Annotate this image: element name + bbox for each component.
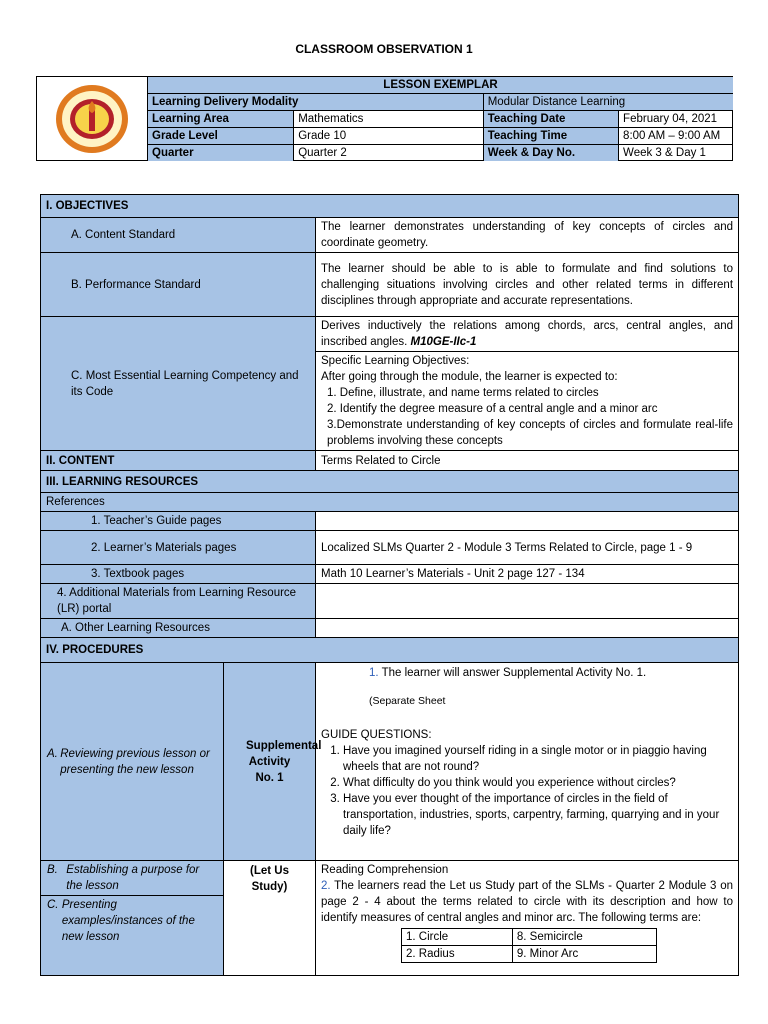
procedure-c-letter: C. [47, 899, 59, 911]
procedure-c-label: Presenting examples/instances of the new lesson [61, 899, 195, 943]
procedures-heading: IV. PROCEDURES [41, 638, 739, 663]
guide-questions-heading: GUIDE QUESTIONS: [321, 729, 432, 741]
term-cell: 8. Semicircle [512, 929, 656, 946]
lesson-header-table [147, 77, 733, 161]
guide-question-item: 2. What difficulty do you think would you experience without circles? [343, 775, 733, 791]
textbook-pages-label: 3. Textbook pages [41, 565, 316, 584]
melc-text: Derives inductively the relations among chords, arcs, central angles, and inscribed angles. [321, 320, 734, 348]
guide-question-item: 3. Have you ever thought of the importance of circles in the field of transportation, industries, sports, carpentry, farming, quarrying and in your daily life? [343, 791, 733, 839]
separate-sheet-note: (Separate Sheet [369, 695, 446, 707]
learning-resources-heading: III. LEARNING RESOURCES [41, 471, 739, 493]
specific-objectives-cell [316, 352, 739, 451]
content-heading: II. CONTENT [41, 451, 316, 471]
content-value: Terms Related to Circle [316, 451, 739, 471]
learning-area-label: Learning Area [148, 111, 294, 128]
teaching-date-value: February 04, 2021 [619, 111, 733, 128]
let-us-study-label: (Let Us Study) [224, 861, 316, 976]
references-label: References [41, 493, 739, 512]
performance-standard-text: The learner should be able to is able to formulate and find solutions to challenging situations involving circles and other related terms in different disciplines through appropriate and accurate representations. [316, 253, 739, 317]
objectives-heading: I. OBJECTIVES [41, 195, 739, 218]
quarter-value: Quarter 2 [294, 145, 484, 162]
content-standard-text: The learner demonstrates understanding of key concepts of circles and coordinate geometry. [316, 218, 739, 253]
learning-delivery-modality-label: Learning Delivery Modality [148, 94, 484, 111]
grade-level-label: Grade Level [148, 128, 294, 145]
term-cell: 2. Radius [402, 946, 513, 963]
teachers-guide-label: 1. Teacher’s Guide pages [41, 512, 316, 531]
procedure-a-label-cell [41, 663, 224, 861]
lesson-exemplar-title: LESSON EXEMPLAR [148, 77, 734, 94]
reading-item-text: The learners read the Let us Study part of the SLMs - Quarter 2 Module 3 on page 2 - 4 about the terms related to circle with its description and how to identify measures of central angles and minor arc. The following terms are: [321, 880, 734, 924]
procedure-b-letter: B. [47, 864, 58, 876]
guide-questions-list [321, 743, 733, 839]
grade-level-value: Grade 10 [294, 128, 484, 145]
procedure-a-item-number: 1. [369, 667, 379, 679]
content-standard-label: A. Content Standard [41, 218, 316, 253]
melc-cell [316, 317, 739, 352]
learners-materials-label: 2. Learner’s Materials pages [41, 531, 316, 565]
other-resources-value [316, 619, 739, 638]
procedure-b-label: Establishing a purpose for the lesson [66, 864, 200, 892]
learners-materials-value: Localized SLMs Quarter 2 - Module 3 Terms Related to Circle, page 1 - 9 [316, 531, 739, 565]
school-seal-icon [54, 83, 130, 155]
procedure-b-label-cell [41, 861, 224, 896]
quarter-label: Quarter [148, 145, 294, 162]
specific-objective-item: 1. Define, illustrate, and name terms related to circles [327, 387, 599, 399]
school-logo-cell [37, 77, 148, 160]
lesson-header [36, 76, 733, 161]
reading-item-number: 2. [321, 880, 331, 892]
learning-area-value: Mathematics [294, 111, 484, 128]
teachers-guide-value [316, 512, 739, 531]
specific-objectives-heading: Specific Learning Objectives: [321, 355, 470, 367]
term-cell: 1. Circle [402, 929, 513, 946]
modular-distance-learning-value: Modular Distance Learning [483, 94, 733, 111]
teaching-date-label: Teaching Date [483, 111, 618, 128]
specific-objectives-intro: After going through the module, the learner is expected to: [321, 371, 618, 383]
supplemental-activity-label: Supplemental Activity No. 1 [224, 663, 316, 861]
specific-objective-item: 3.Demonstrate understanding of key concepts of circles and formulate real-life problems involving these concepts [327, 419, 734, 447]
reading-comprehension-cell [316, 861, 739, 976]
terms-table [401, 928, 657, 963]
additional-materials-value [316, 584, 739, 619]
procedure-c-label-cell [41, 896, 224, 976]
guide-question-item: 1. Have you imagined yourself riding in a single motor or in piaggio having wheels that are not round? [343, 743, 733, 775]
specific-objective-item: 2. Identify the degree measure of a central angle and a minor arc [327, 403, 658, 415]
week-day-value: Week 3 & Day 1 [619, 145, 733, 162]
week-day-label: Week & Day No. [483, 145, 618, 162]
lesson-plan-table [40, 194, 739, 976]
textbook-pages-value: Math 10 Learner’s Materials - Unit 2 page 127 - 134 [316, 565, 739, 584]
teaching-time-label: Teaching Time [483, 128, 618, 145]
melc-label: C. Most Essential Learning Competency and its Code [41, 317, 316, 451]
teaching-time-value: 8:00 AM – 9:00 AM [619, 128, 733, 145]
procedure-a-letter: A. [47, 747, 58, 760]
procedure-a-item: The learner will answer Supplemental Activity No. 1. [381, 667, 647, 679]
procedure-a-label: Reviewing previous lesson or presenting the new lesson [60, 747, 210, 776]
additional-materials-label: 4. Additional Materials from Learning Resource (LR) portal [41, 584, 316, 619]
reading-comprehension-heading: Reading Comprehension [321, 864, 449, 876]
melc-code: M10GE-IIc-1 [410, 336, 477, 348]
procedure-a-content [316, 663, 739, 861]
document-title: CLASSROOM OBSERVATION 1 [295, 42, 473, 56]
performance-standard-label: B. Performance Standard [41, 253, 316, 317]
other-resources-label: A. Other Learning Resources [41, 619, 316, 638]
term-cell: 9. Minor Arc [512, 946, 656, 963]
